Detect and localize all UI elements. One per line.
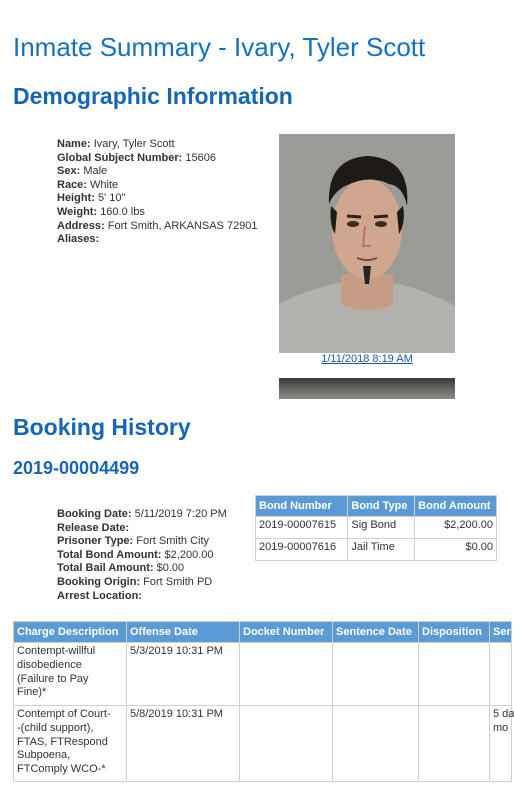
charge-line: Fine)*	[17, 686, 47, 699]
aliases-label: Aliases:	[57, 233, 100, 246]
bond-type-cell: Jail Time	[348, 539, 415, 561]
sex-value: Male	[83, 165, 108, 178]
charge-line: Contempt of Court-	[17, 708, 111, 720]
bond-table	[255, 495, 497, 561]
charge-description-header[interactable]: Charge Description	[14, 622, 127, 643]
release-date-label: Release Date:	[57, 521, 130, 534]
charge-description-cell	[14, 643, 127, 706]
booking-date-value: 5/11/2019 7:20 PM	[134, 508, 227, 520]
photo-date-link[interactable]: 1/11/2018 8:19 AM	[321, 353, 413, 365]
docket-number-header[interactable]: Docket Number	[240, 622, 333, 643]
charge-line: disobedience	[17, 658, 82, 671]
bond-number-header[interactable]: Bond Number	[256, 496, 348, 517]
height-value: 5' 10"	[97, 192, 126, 205]
sentence-header[interactable]: Ser	[490, 622, 512, 643]
origin-value: Fort Smith PD	[143, 575, 213, 588]
prisoner-type-row	[57, 535, 227, 549]
name-value: Ivary, Tyler Scott	[93, 138, 175, 150]
bond-number-cell: 2019-00007616	[256, 539, 348, 561]
offense-date-header[interactable]: Offense Date	[127, 622, 240, 643]
disposition-header[interactable]: Disposition	[419, 622, 490, 643]
sex-label: Sex:	[57, 165, 81, 178]
address-row	[57, 220, 258, 234]
charge-line: -(child support),	[17, 721, 94, 734]
charges-header-row	[14, 622, 512, 643]
gsn-value: 15606	[185, 151, 216, 164]
second-photo-thumbnail[interactable]	[279, 378, 455, 399]
bond-amount-cell: $2,200.00	[415, 517, 497, 539]
bond-header-row	[256, 496, 497, 517]
charge-line: Contempt-willful	[17, 645, 96, 657]
address-label: Address:	[57, 219, 105, 232]
sentence-line: 5 da	[493, 708, 514, 720]
total-bail-value: $0.00	[156, 562, 185, 575]
sentence-date-cell	[333, 643, 419, 706]
race-label: Race:	[57, 178, 87, 191]
total-bail-label: Total Bail Amount:	[57, 562, 154, 575]
table-row	[256, 517, 497, 539]
booking-history-heading: Booking History	[13, 414, 191, 440]
charge-description-cell	[14, 706, 127, 782]
origin-label: Booking Origin:	[57, 575, 141, 588]
booking-number: 2019-00004499	[13, 458, 140, 478]
disposition-cell	[419, 643, 490, 706]
total-bond-label: Total Bond Amount:	[57, 548, 162, 561]
offense-date-cell: 5/3/2019 10:31 PM	[127, 643, 240, 706]
name-row	[57, 138, 258, 152]
origin-row	[57, 576, 227, 590]
prisoner-type-value: Fort Smith City	[136, 535, 210, 548]
weight-label: Weight:	[57, 205, 98, 218]
sentence-cell	[490, 643, 512, 706]
sentence-date-cell	[333, 706, 419, 782]
sex-row	[57, 165, 258, 179]
weight-value: 160.0 lbs	[100, 205, 145, 218]
height-row	[57, 192, 258, 206]
charge-line: (Failure to Pay	[17, 672, 89, 685]
table-row	[256, 539, 497, 561]
arrest-location-row	[57, 590, 227, 604]
charge-line: FTAS, FTRespond	[17, 735, 108, 748]
charge-line: Subpoena,	[17, 749, 71, 762]
booking-details	[57, 508, 227, 603]
offense-date-cell: 5/8/2019 10:31 PM	[127, 706, 240, 782]
mugshot-photo[interactable]	[279, 134, 455, 353]
page-title: Inmate Summary - Ivary, Tyler Scott	[13, 32, 426, 62]
prisoner-type-label: Prisoner Type:	[57, 535, 134, 548]
docket-number-cell	[240, 643, 333, 706]
arrest-location-label: Arrest Location:	[57, 589, 142, 602]
sentence-line: mo	[493, 721, 509, 734]
disposition-cell	[419, 706, 490, 782]
bond-amount-header[interactable]: Bond Amount	[415, 496, 497, 517]
total-bail-row	[57, 562, 227, 576]
docket-number-cell	[240, 706, 333, 782]
weight-row	[57, 206, 258, 220]
sentence-date-header[interactable]: Sentence Date	[333, 622, 419, 643]
charges-table	[13, 621, 512, 782]
race-row	[57, 179, 258, 193]
mugshot-image	[279, 134, 455, 353]
height-label: Height:	[57, 192, 95, 205]
demographic-heading: Demographic Information	[13, 83, 293, 109]
charge-line: FTComply WCO-*	[17, 763, 106, 776]
table-row	[14, 706, 512, 782]
total-bond-value: $2,200.00	[164, 548, 214, 561]
race-value: White	[90, 178, 119, 191]
booking-date-row	[57, 508, 227, 522]
table-row	[14, 643, 512, 706]
bond-type-header[interactable]: Bond Type	[348, 496, 415, 517]
bond-amount-cell: $0.00	[415, 539, 497, 561]
demographic-details	[57, 138, 258, 247]
address-value: Fort Smith, ARKANSAS 72901	[107, 219, 258, 232]
gsn-label: Global Subject Number:	[57, 151, 183, 164]
total-bond-row	[57, 549, 227, 563]
bond-type-cell: Sig Bond	[348, 517, 415, 539]
aliases-row	[57, 233, 258, 247]
sentence-cell	[490, 706, 512, 782]
booking-date-label: Booking Date:	[57, 508, 132, 520]
name-label: Name:	[57, 138, 91, 150]
gsn-row	[57, 152, 258, 166]
release-date-row	[57, 522, 227, 536]
bond-number-cell: 2019-00007615	[256, 517, 348, 539]
